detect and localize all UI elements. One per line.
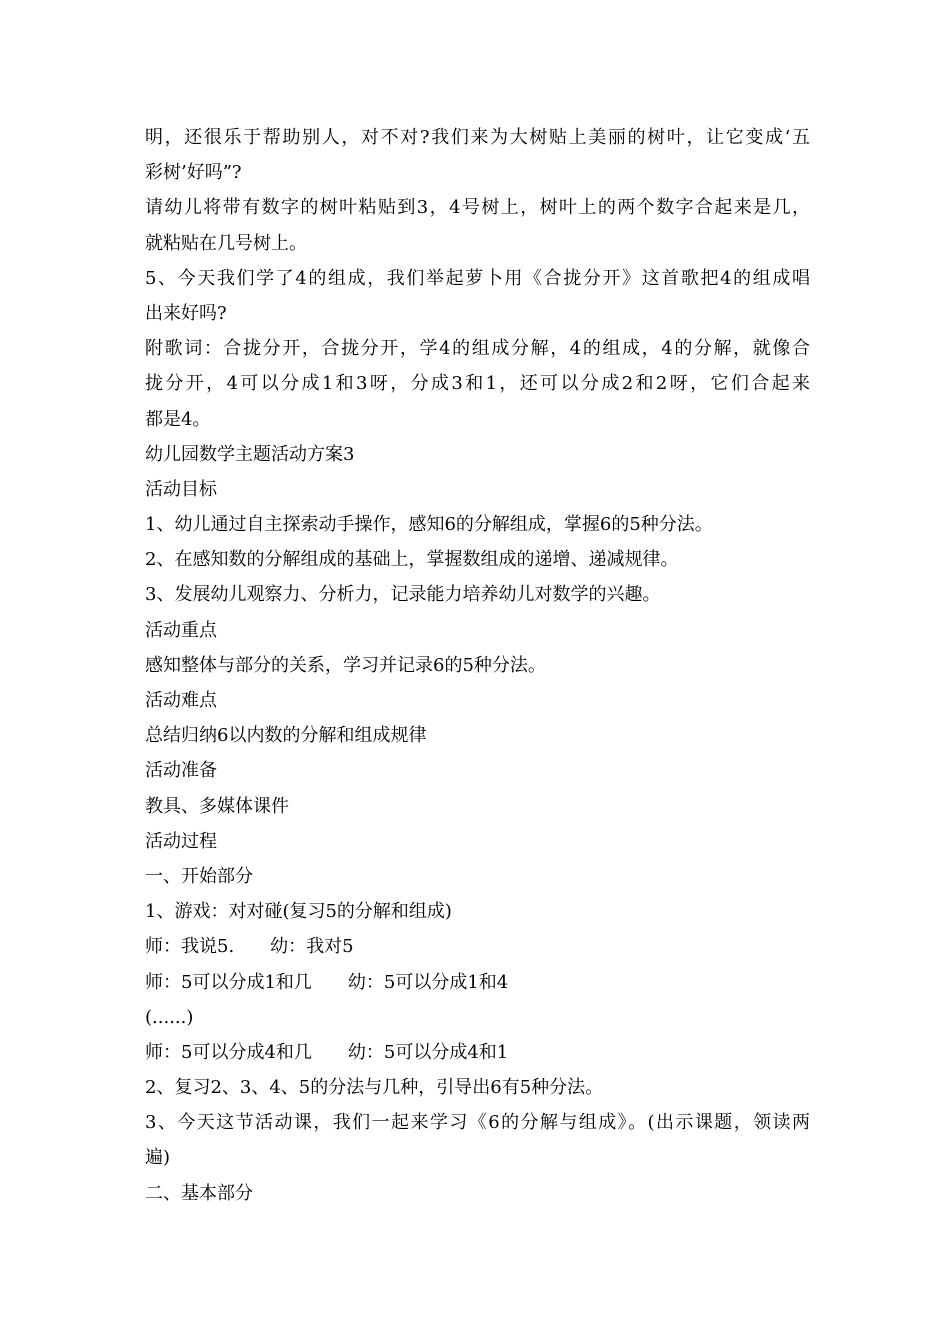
text-line: (......) xyxy=(145,1006,194,1028)
text-line: 就粘贴在几号树上。 xyxy=(145,232,307,254)
dialogue-line: 师：5可以分成4和几 幼：5可以分成4和1 xyxy=(145,1041,509,1063)
text-line: 出来好吗? xyxy=(145,302,227,324)
subheading: 活动难点 xyxy=(145,690,217,711)
text-line: 总结归纳6以内数的分解和组成规律 xyxy=(145,725,427,747)
subheading: 活动重点 xyxy=(145,619,217,641)
text-line: 二、基本部分 xyxy=(145,1182,253,1204)
dialogue-line: 师：5可以分成1和几 幼：5可以分成1和4 xyxy=(145,971,509,993)
text-line: 都是4。 xyxy=(145,408,211,430)
subheading: 活动过程 xyxy=(145,830,217,852)
text-line: 遍) xyxy=(145,1147,171,1169)
text-line: 教具、多媒体课件 xyxy=(145,795,289,817)
text-line: 请幼儿将带有数字的树叶粘贴到3，4号树上，树叶上的两个数字合起来是几， xyxy=(145,197,810,219)
text-line: 2、在感知数的分解组成的基础上，掌握数组成的递增、递减规律。 xyxy=(145,549,679,571)
text-line: 拢分开，4可以分成1和3呀，分成3和1，还可以分成2和2呀，它们合起来 xyxy=(145,373,810,395)
text-line: 5、今天我们学了4的组成，我们举起萝卜用《合拢分开》这首歌把4的组成唱 xyxy=(145,267,810,289)
document-body xyxy=(145,120,810,1211)
text-line: 一、开始部分 xyxy=(145,865,253,887)
subheading: 活动目标 xyxy=(145,478,217,500)
text-line: 1、游戏：对对碰(复习5的分解和组成) xyxy=(145,901,452,923)
text-line: 彩树’好吗”? xyxy=(145,162,242,184)
text-line: 感知整体与部分的关系，学习并记录6的5种分法。 xyxy=(145,654,546,676)
dialogue-line: 师：我说5. 幼：我对5 xyxy=(145,936,354,958)
text-line: 2、复习2、3、4、5的分法与几种，引导出6有5种分法。 xyxy=(145,1077,604,1099)
section-heading: 幼儿园数学主题活动方案3 xyxy=(145,443,355,465)
subheading: 活动准备 xyxy=(145,760,217,782)
text-line: 明，还很乐于帮助别人，对不对?我们来为大树贴上美丽的树叶，让它变成‘五 xyxy=(145,127,810,148)
text-line: 3、今天这节活动课，我们一起来学习《6的分解与组成》。(出示课题，领读两 xyxy=(145,1112,810,1134)
text-line: 1、幼儿通过自主探索动手操作，感知6的分解组成，掌握6的5种分法。 xyxy=(145,514,713,536)
text-line: 附歌词：合拢分开，合拢分开，学4的组成分解，4的组成，4的分解，就像合 xyxy=(145,338,810,360)
text-line: 3、发展幼儿观察力、分析力，记录能力培养幼儿对数学的兴趣。 xyxy=(145,584,661,606)
